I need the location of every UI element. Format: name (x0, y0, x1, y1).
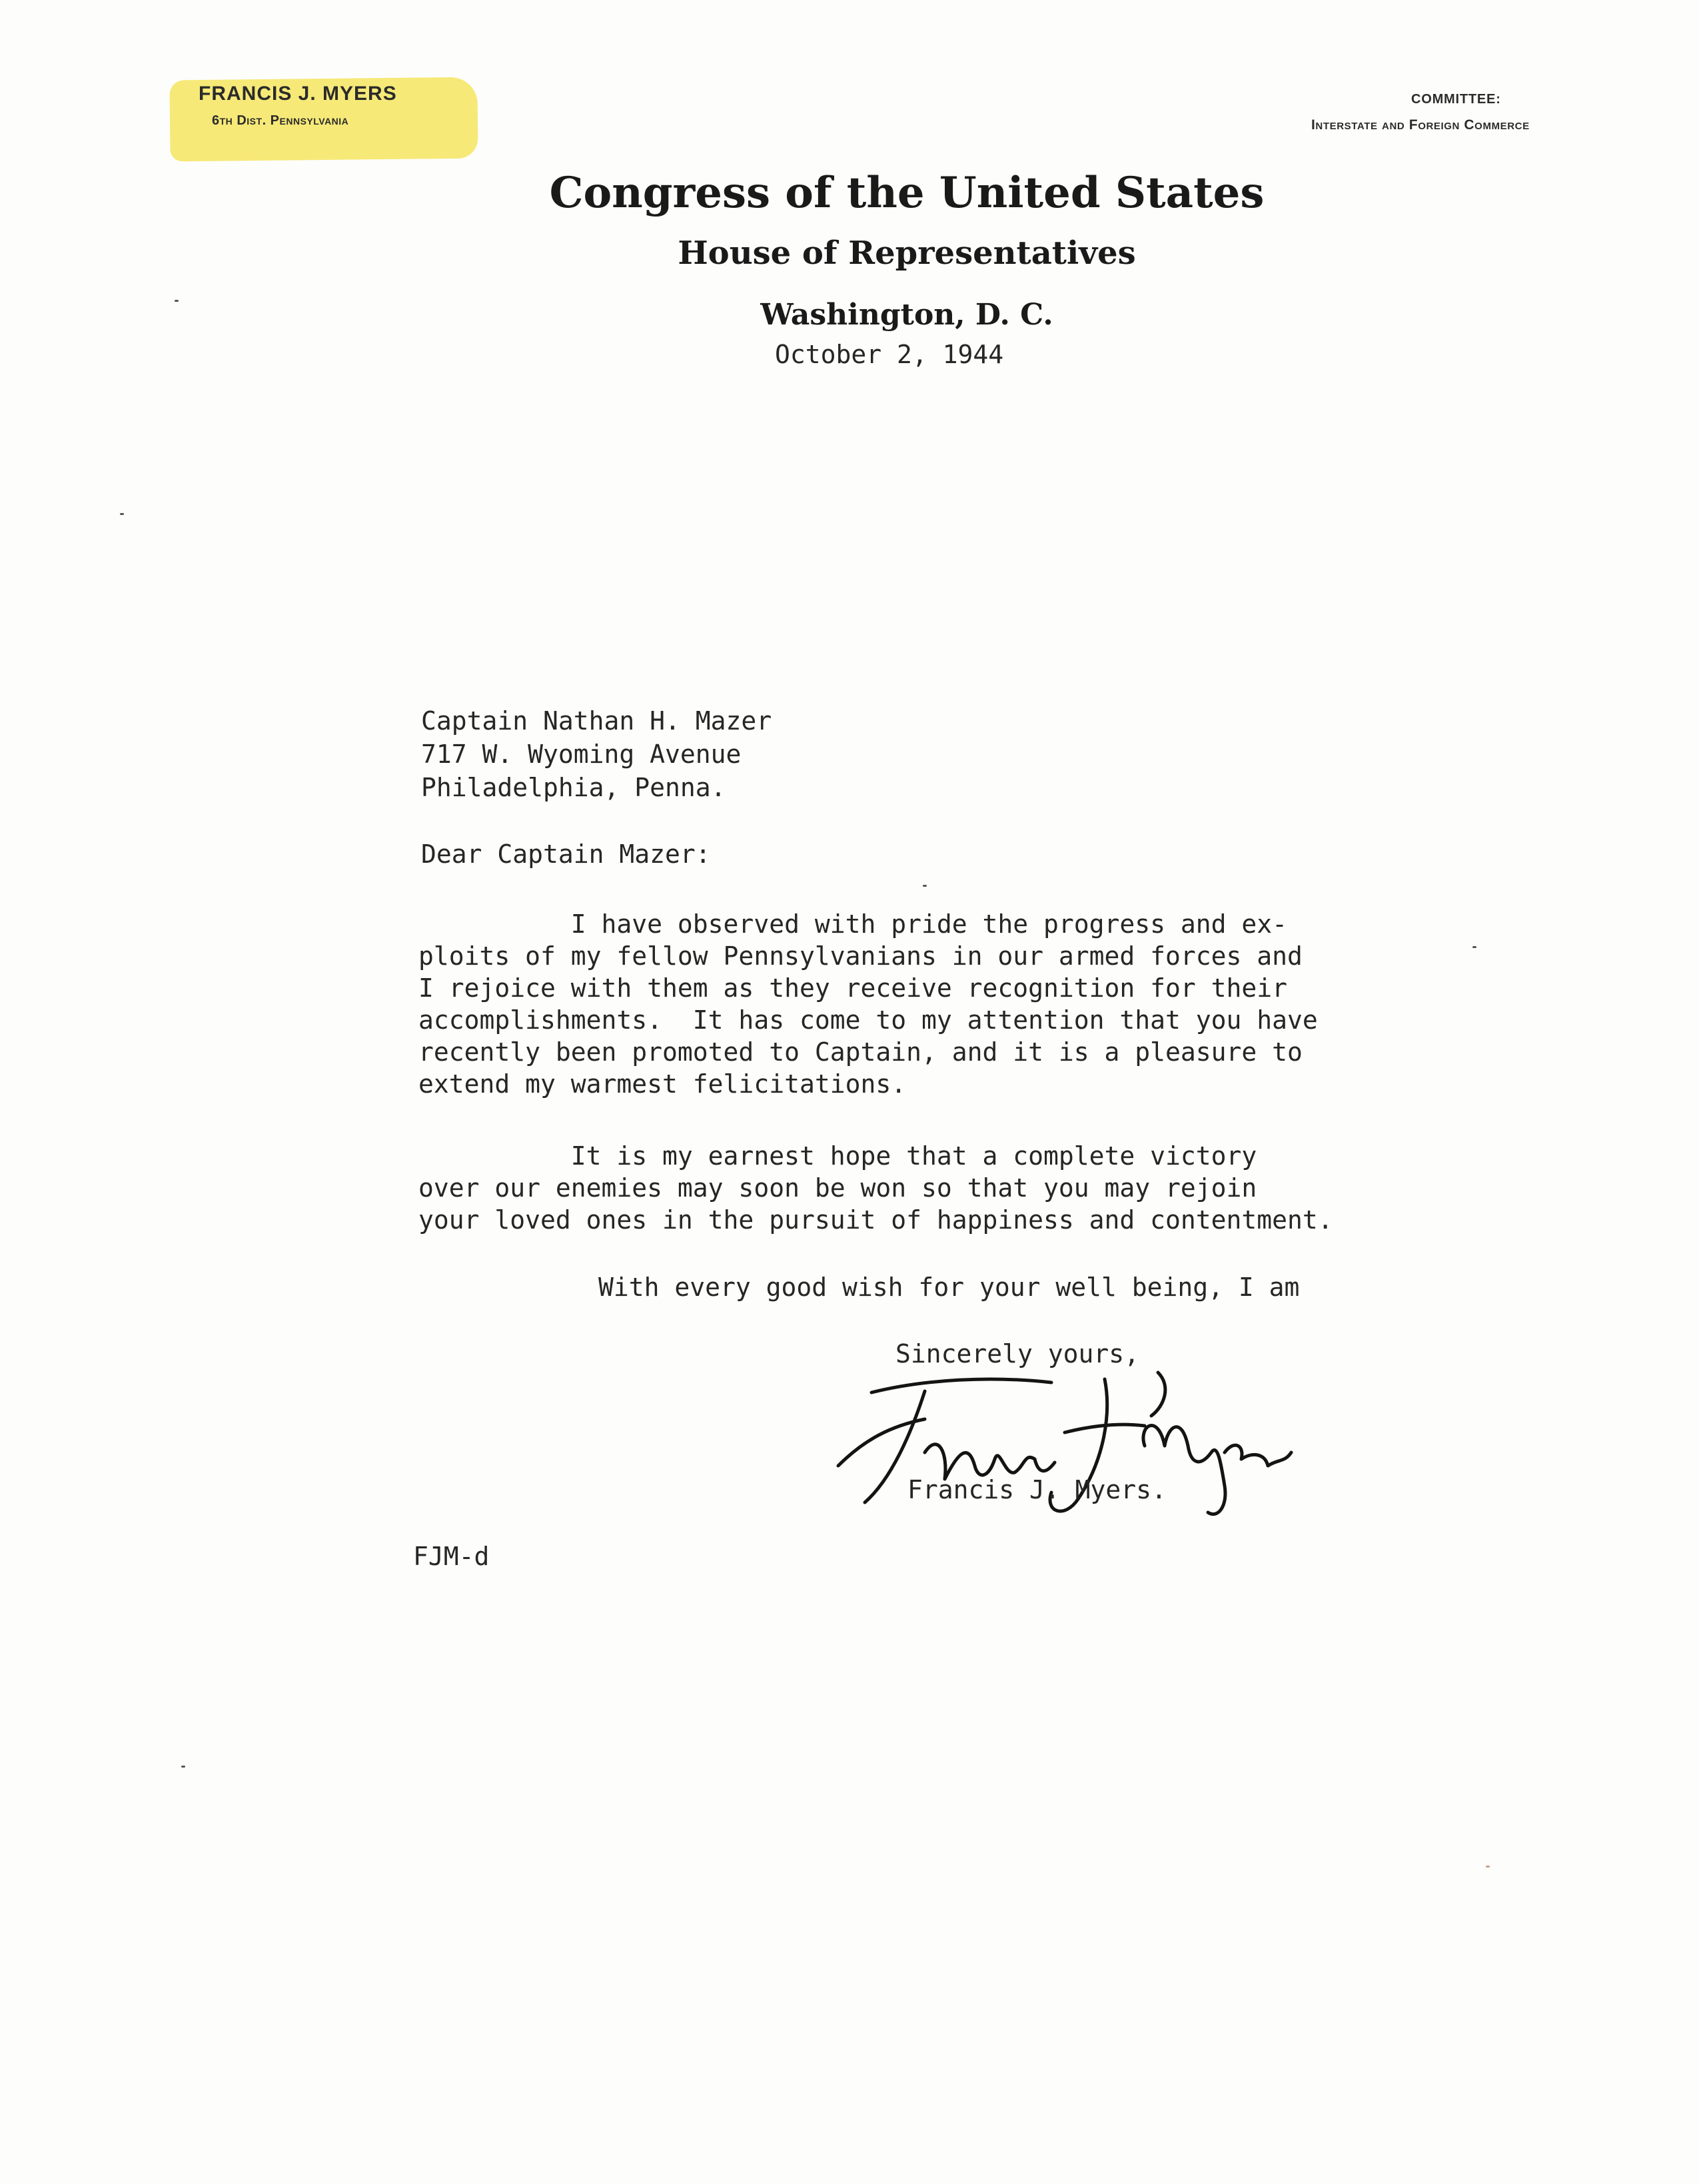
reference-initials: FJM-d (413, 1542, 490, 1571)
complimentary-close: Sincerely yours, (895, 1339, 1140, 1368)
house-heading: House of Representatives (678, 235, 1136, 272)
salutation: Dear Captain Mazer: (421, 839, 711, 869)
typed-name: Francis J. Myers. (907, 1475, 1167, 1504)
member-name: FRANCIS J. MYERS (199, 83, 397, 105)
address-line: Philadelphia, Penna. (421, 773, 726, 802)
city-heading: Washington, D. C. (760, 298, 1053, 332)
address-line: Captain Nathan H. Mazer (421, 706, 772, 736)
committee-name: Interstate and Foreign Commerce (1311, 117, 1530, 133)
address-line: 717 W. Wyoming Avenue (421, 740, 742, 769)
letter-date: October 2, 1944 (775, 340, 1004, 369)
body-paragraph-2: It is my earnest hope that a complete victory over our enemies may soon be won so that you may rejoin your loved ones in the pursuit of happiness and contentment. (418, 1141, 1333, 1235)
closing-line: With every good wish for your well being, I am (598, 1273, 1300, 1302)
body-paragraph-1: I have observed with pride the progress and ex- ploits of my fellow Pennsylvanians in our armed forces and I rejoice with them as they receive recognition for their accomplishments. It has come to my attention that you have recently been promoted to Captain, and it is a pleasure to extend my warmest felicitations. (418, 909, 1318, 1099)
committee-label: COMMITTEE: (1411, 92, 1501, 107)
congress-heading: Congress of the United States (549, 168, 1265, 218)
member-district: 6th Dist. Pennsylvania (212, 113, 349, 128)
